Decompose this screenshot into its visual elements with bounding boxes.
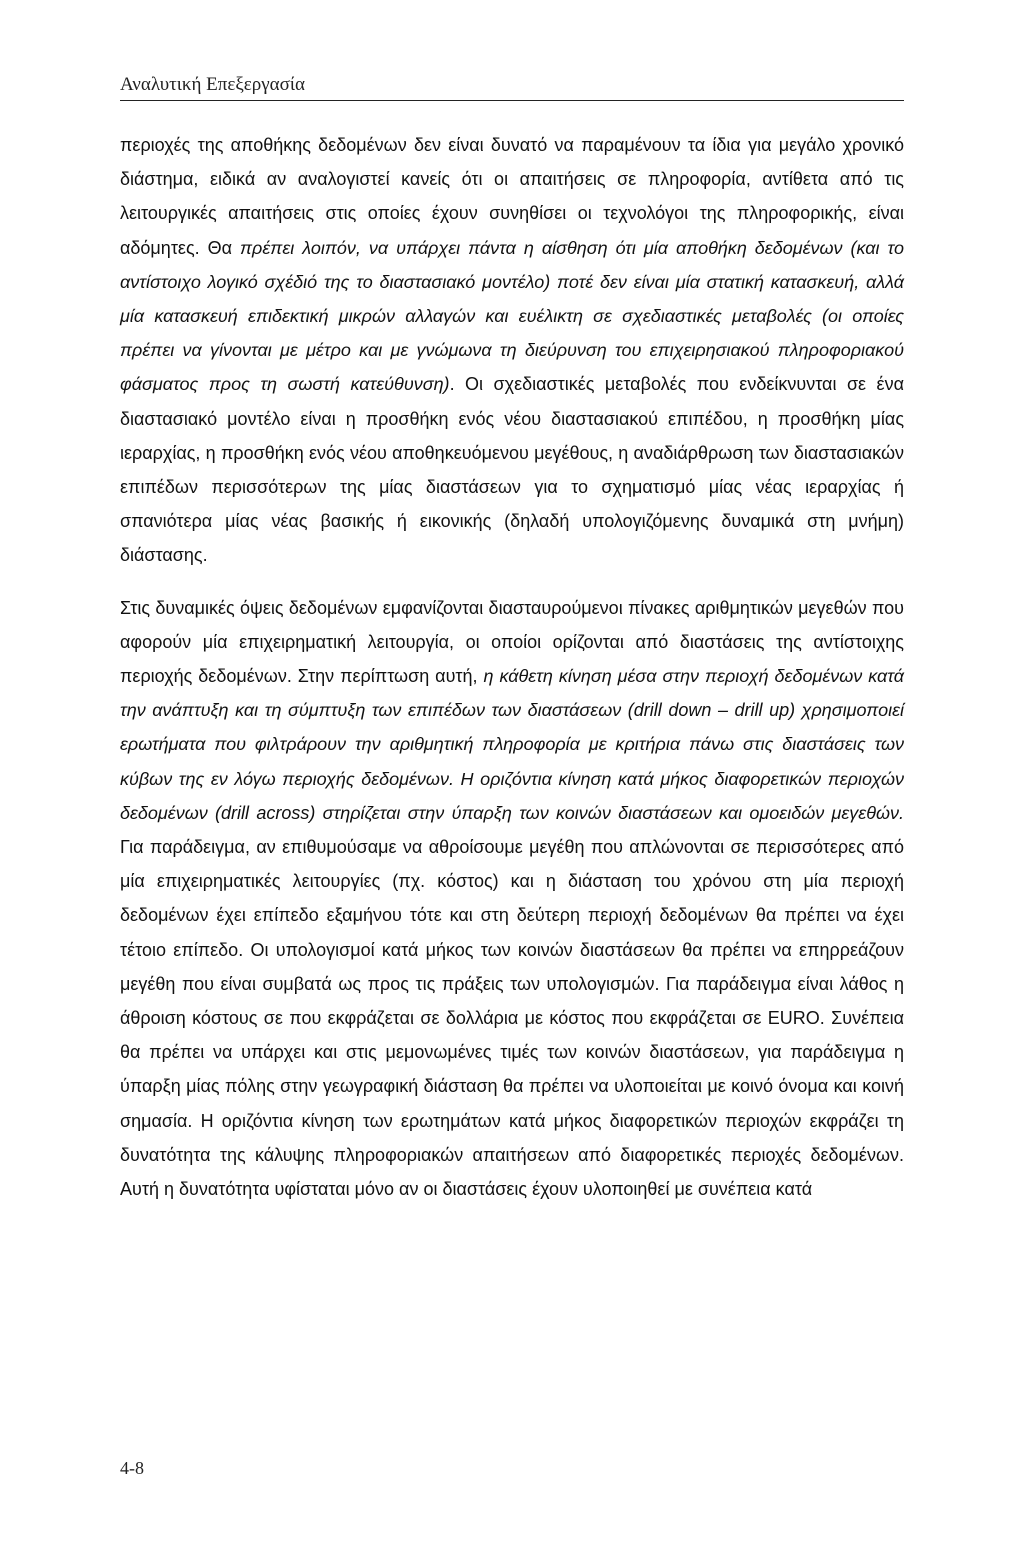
italic-segment: πρέπει λοιπόν, να υπάρχει πάντα η αίσθηση ότι μία αποθήκη δεδομένων (και το αντίστοιχο λογικό σχέδιό της το διαστασιακό μοντέλο) ποτέ δεν είναι μία στατική κατασκευή, αλλά μία κατασκευή επιδεκτική μικρών αλλαγών και ευέλικτη σε σχεδιαστικές μεταβολές (οι οποίες πρέπει να γίνονται με μέτρο και με γνώμωνα τη διεύρυνση του επιχειρησιακού πληροφοριακού φάσματος προς τη σωστή κατεύθυνση): [120, 237, 905, 395]
header-rule: [120, 100, 904, 101]
running-header: Αναλυτική Επεξεργασία: [120, 74, 305, 95]
paragraph-1: [120, 128, 904, 573]
paragraph-2: [120, 591, 904, 1207]
text-segment: περιοχές της αποθήκης δεδομένων δεν είναι δυνατό να παραμένουν τα ίδια για μεγάλο χρονικό διάστημα, ειδικά αν αναλογιστεί κανείς ότι οι απαιτήσεις σε πληροφορία, αντίθετα από τις λειτουργικές απαιτήσεις στις οποίες έχουν συνηθίσει οι τεχνολόγοι της πληροφορικής, είναι αδόμητες. Θα: [120, 135, 904, 258]
italic-segment: η κάθετη κίνηση μέσα στην περιοχή δεδομένων κατά την ανάπτυξη και τη σύμπτυξη των επιπέδων των διαστάσεων (drill down – drill up) χρησιμοποιεί ερωτήματα που φιλτράρουν την αριθμητική πληροφορία με κριτήρια πάνω στις διαστάσεις των κύβων της εν λόγω περιοχής δεδομένων. Η οριζόντια κίνηση κατά μήκος διαφορετικών περιοχών δεδομένων (drill across) στηρίζεται στην ύπαρξη των κοινών διαστάσεων και ομοειδών μεγεθών.: [120, 666, 905, 823]
page-number: 4-8: [120, 1458, 144, 1478]
text-segment: . Οι σχεδιαστικές μεταβολές που ενδείκνυνται σε ένα διαστασιακό μοντέλο είναι η προσθήκη ενός νέου διαστασιακού επιπέδου, η προσθήκη μίας ιεραρχίας, η προσθήκη ενός νέου αποθηκευόμενου μεγέθους, η αναδιάρθρωση των διαστασιακών επιπέδων περισσότερων της μίας διαστάσεων για το σχηματισμό μίας νέας ιεραρχίας ή σπανιότερα μίας νέας βασικής ή εικονικής (δηλαδή υπολογιζόμενης δυναμικά στη μνήμη) διάστασης.: [120, 374, 904, 566]
text-segment: Για παράδειγμα, αν επιθυμούσαμε να αθροίσουμε μεγέθη που απλώνονται σε περισσότερες από μία επιχειρηματικές λειτουργίες (πχ. κόστος) και η διάσταση του χρόνου στη μία περιοχή δεδομένων έχει επίπεδο εξαμήνου τότε και στη δεύτερη περιοχή δεδομένων θα πρέπει να έχει τέτοιο επίπεδο. Οι υπολογισμοί κατά μήκος των κοινών διαστάσεων θα πρέπει να επηρρεάζουν μεγέθη που είναι συμβατά ως προς τις πράξεις των υπολογισμών. Για παράδειγμα είναι λάθος η άθροιση κόστους σε που εκφράζεται σε δολλάρια με κόστος που εκφράζεται σε EURO. Συνέπεια θα πρέπει να υπάρχει και στις μεμονωμένες τιμές των κοινών διαστάσεων, για παράδειγμα η ύπαρξη μίας πόλης στην γεωγραφική διάσταση θα πρέπει να υλοποιείται με κοινό όνομα και κοινή σημασία. Η οριζόντια κίνηση των ερωτημάτων κατά μήκος διαφορετικών περιοχών εκφράζει τη δυνατότητα της κάλυψης πληροφοριακών απαιτήσεων από διαφορετικές περιοχές δεδομένων. Αυτή η δυνατότητα υφίσταται μόνο αν οι διαστάσεις έχουν υλοποιηθεί με συνέπεια κατά: [120, 837, 904, 1200]
body-text: [120, 128, 904, 1206]
text-segment: Στις δυναμικές όψεις δεδομένων εμφανίζονται διασταυρούμενοι πίνακες αριθμητικών μεγεθών που αφορούν μία επιχειρηματική λειτουργία, οι οποίοι ορίζονται από διαστάσεις της αντίστοιχης περιοχής δεδομένων. Στην περίπτωση αυτή,: [120, 597, 904, 687]
